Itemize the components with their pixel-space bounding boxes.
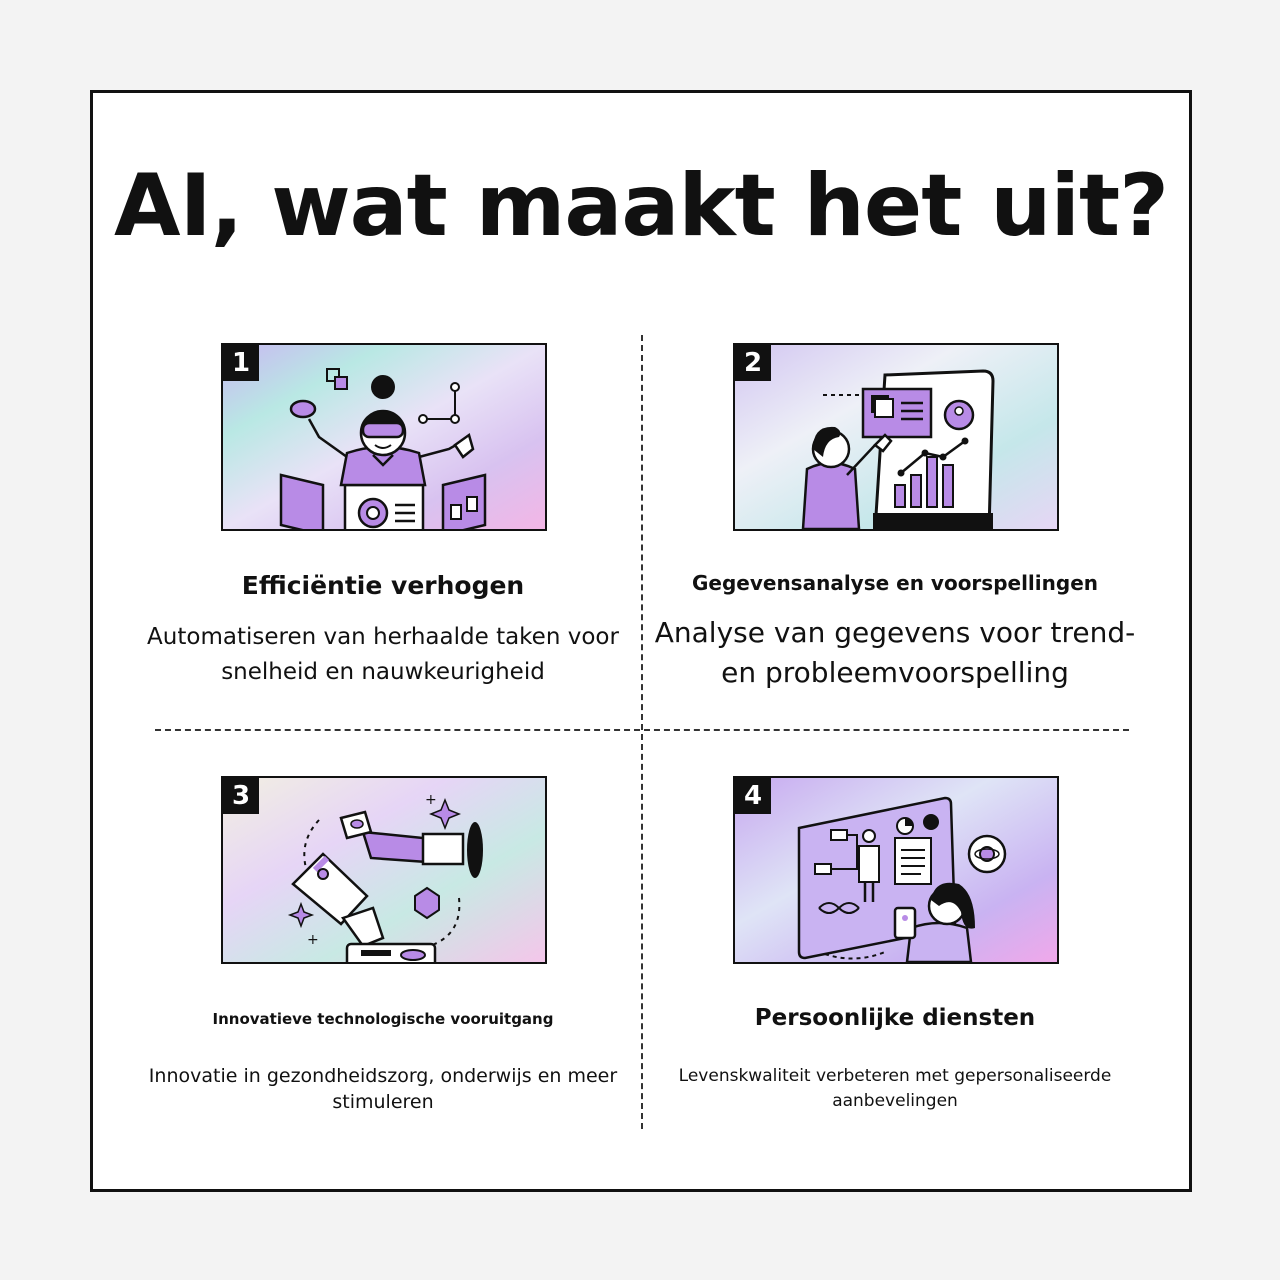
card-4-illustration xyxy=(733,776,1059,964)
card-3-description: Innovatie in gezondheidszorg, onderwijs en meer stimuleren xyxy=(148,1065,618,1113)
page-title: AI, wat maakt het uit? xyxy=(114,156,1168,256)
card-4-title: Persoonlijke diensten xyxy=(754,1005,1036,1031)
person-with-vr-headset-and-screens-icon xyxy=(223,345,545,529)
svg-text:+: + xyxy=(425,792,437,808)
svg-text:+: + xyxy=(307,932,319,948)
card-4-number-badge: 4 xyxy=(735,778,771,814)
card-2-description: Analyse van gegevens voor trend- en probleemvoorspelling xyxy=(654,616,1136,689)
person-analyzing-chart-on-tablet-icon xyxy=(735,345,1057,529)
vertical-divider xyxy=(641,335,643,1129)
card-2-title: Gegevensanalyse en voorspellingen xyxy=(691,571,1098,595)
card-1-illustration xyxy=(221,343,547,531)
person-with-phone-and-personal-data-board-icon xyxy=(735,778,1057,962)
card-4-description: Levenskwaliteit verbeteren met gepersonaliseerde aanbevelingen xyxy=(678,1066,1112,1111)
card-3-title: Innovatieve technologische vooruitgang xyxy=(212,1010,554,1028)
card-2-illustration xyxy=(733,343,1059,531)
horizontal-divider xyxy=(155,729,1129,731)
infographic-frame xyxy=(90,90,1192,1192)
card-3-number-badge: 3 xyxy=(223,778,259,814)
card-2-number-badge: 2 xyxy=(735,345,771,381)
card-3-illustration xyxy=(221,776,547,964)
card-1-description: Automatiseren van herhaalde taken voor snelheid en nauwkeurigheid xyxy=(147,624,619,685)
card-1-title: Efficiëntie verhogen xyxy=(241,571,525,600)
robot-hands-interacting-icon xyxy=(223,778,545,962)
card-1-number-badge: 1 xyxy=(223,345,259,381)
